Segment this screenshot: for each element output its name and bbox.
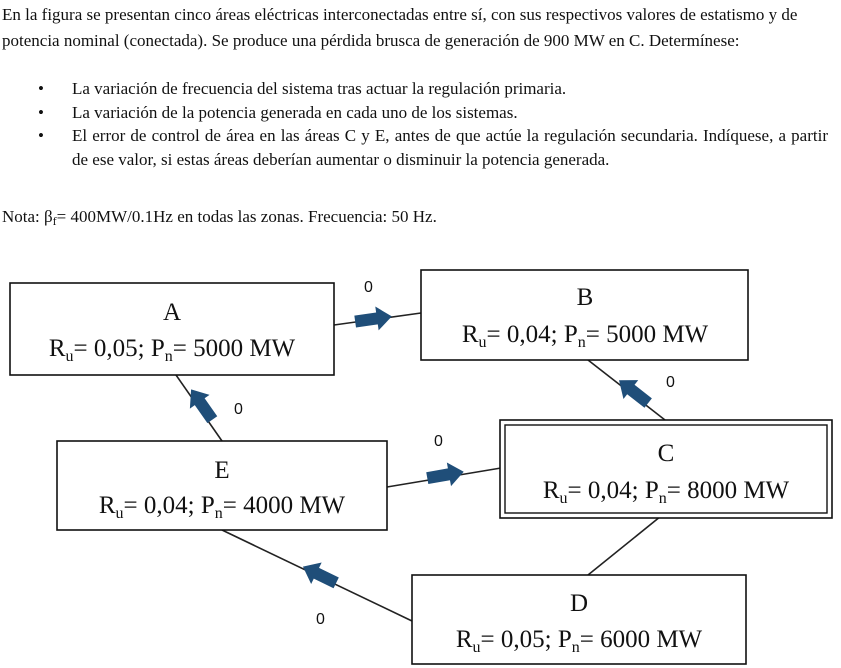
area-params: $R_u= 0,04$; $P_n= 8000$ MW bbox=[542, 477, 790, 507]
bullet-icon: • bbox=[38, 102, 44, 122]
area-box-c bbox=[500, 420, 832, 518]
area-params: $R_u= 0,05$; $P_n= 6000$ MW bbox=[455, 626, 703, 656]
note-prefix: Nota: β bbox=[2, 207, 53, 226]
tie-line-c-d bbox=[588, 512, 666, 575]
flow-arrow-e-to-c bbox=[425, 460, 466, 490]
area-name: A bbox=[162, 299, 182, 326]
area-params: $R_u= 0,04$; $P_n= 5000$ MW bbox=[461, 321, 709, 351]
flow-label-e-to-c: 0 bbox=[434, 433, 443, 450]
note-subscript: f bbox=[52, 214, 57, 228]
area-name: B bbox=[576, 284, 594, 311]
flow-label-c-to-b: 0 bbox=[666, 374, 675, 391]
area-box-b bbox=[421, 270, 748, 360]
area-box-a bbox=[10, 283, 334, 375]
area-params: $R_u= 0,05$; $P_n= 5000$ MW bbox=[48, 335, 296, 365]
flow-arrow-c-to-b bbox=[612, 371, 656, 413]
task-text: La variación de la potencia generada en cada uno de los sistemas. bbox=[72, 102, 518, 122]
problem-intro: En la figura se presentan cinco áreas eléctricas interconectadas entre sí, con sus respectivos valores de estatismo y de potencia nominal (conectada). Se produce una pérdida brusca de generación de 900 MW en C. Determínese: bbox=[2, 5, 798, 50]
area-box-e bbox=[57, 441, 387, 530]
area-box-d bbox=[412, 575, 746, 664]
flow-label-a-to-b: 0 bbox=[364, 279, 373, 296]
area-name: E bbox=[214, 457, 230, 484]
flow-arrow-d-to-e bbox=[298, 556, 342, 594]
bullet-icon: • bbox=[38, 126, 44, 145]
area-params: $R_u= 0,04$; $P_n= 4000$ MW bbox=[98, 492, 346, 522]
note-suffix: = 400MW/0.1Hz en todas las zonas. Frecuencia: 50 Hz. bbox=[56, 207, 437, 226]
flow-label-d-to-e: 0 bbox=[316, 611, 325, 628]
task-text: El error de control de área en las áreas C y E, antes de que actúe la regulación secundaria. Indíquese, a partir de ese valor, si estas áreas deberían aumentar o disminuir la potencia generada. bbox=[72, 126, 828, 169]
flow-arrow-a-to-b bbox=[354, 304, 394, 333]
flow-label-e-to-a: 0 bbox=[234, 401, 243, 418]
bullet-icon: • bbox=[38, 79, 44, 98]
area-name: D bbox=[569, 590, 589, 617]
area-name: C bbox=[657, 440, 675, 467]
flow-arrow-e-to-a bbox=[181, 383, 222, 427]
task-text: La variación de frecuencia del sistema tras actuar la regulación primaria. bbox=[72, 79, 567, 98]
